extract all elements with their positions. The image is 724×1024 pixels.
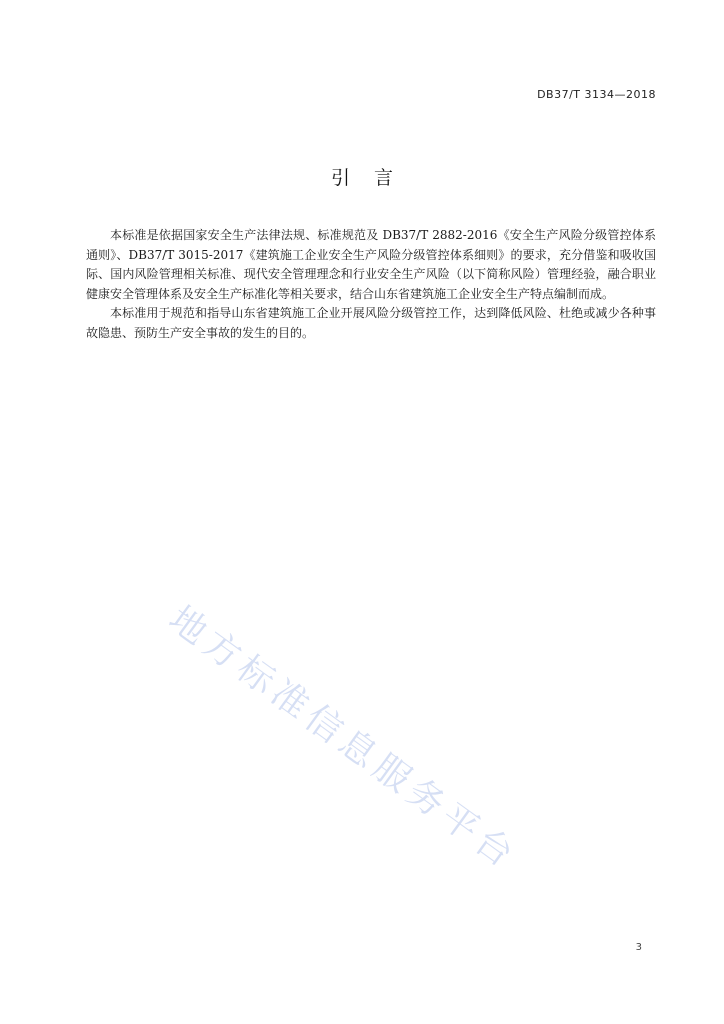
document-body bbox=[86, 226, 656, 343]
document-code: DB37/T 3134—2018 bbox=[537, 88, 656, 101]
paragraph-1: 本标准是依据国家安全生产法律法规、标准规范及 DB37/T 2882-2016《安全生产风险分级管控体系通则》、DB37/T 3015-2017《建筑施工企业安全生产风险分级管控体系细则》的要求，充分借鉴和吸收国际、国内风险管理相关标准、现代安全管理理念和行业安全生产风险（以下简称风险）管理经验，融合职业健康安全管理体系及安全生产标准化等相关要求，结合山东省建筑施工企业安全生产特点编制而成。 bbox=[86, 228, 656, 301]
page-number: 3 bbox=[635, 942, 642, 953]
paragraph-2: 本标准用于规范和指导山东省建筑施工企业开展风险分级管控工作，达到降低风险、杜绝或减少各种事故隐患、预防生产安全事故的发生的目的。 bbox=[86, 306, 656, 340]
page-title: 引言 bbox=[330, 167, 417, 189]
watermark: 地方标准信息服务平台 bbox=[161, 598, 526, 879]
